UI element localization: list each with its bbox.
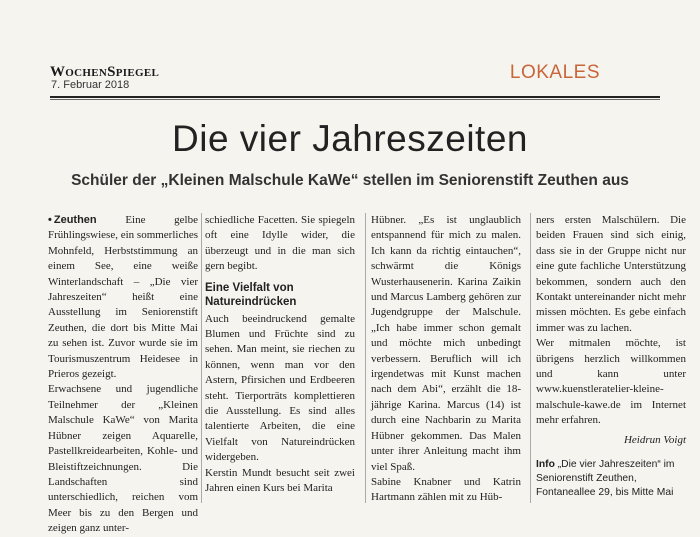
info-box [536,458,686,500]
masthead-rule-thin [50,99,660,100]
column-divider [201,213,202,503]
column-divider [530,213,531,503]
article-subheadline: Schüler der „Kleinen Malschule KaWe“ stellen im Seniorenstift Zeuthen aus [71,172,629,189]
paragraph: Sabine Knabner und Katrin Hartmann zählen mit zu Hüb- [371,475,521,504]
section-label: LOKALES [509,62,600,83]
masthead-rule [50,96,660,98]
article-column-2 [205,213,355,497]
paragraph: Erwachsene und jugendliche Teilnehmer der „Kleinen Malschule KaWe“ von Marita Hübner zeigen Aquarelle, Pastellkreidearbeiten, Kohle- und Bleistiftzeichnungen. Die Landschaften sind unterschiedlich, reichen vom Meer bis zu den Bergen und zeigen ganz unter- [48,383,198,535]
info-label: Info [536,459,555,471]
author-byline: Heidrun Voigt [623,433,686,446]
paragraph-text: Eine gelbe Frühlingswiese, ein sommerliches Mohnfeld, Herbststimmung an einem See, eine weiße Winterlandschaft – „Die vier Jahreszeiten“ heißt eine Ausstellung im Seniorenstift Zeuthen, die dort bis Mitte Mai zu sehen ist. Zuvor wurde sie im Tourismuszentrum Heidesee in Prieros gezeigt. [48,214,199,381]
paragraph [48,213,198,382]
dateline: Zeuthen [53,214,97,226]
publication-name: WochenSpiegel [50,64,160,80]
publication-date: 7. Februar 2018 [51,79,130,91]
article-column-3 [371,213,521,506]
paragraph: Auch beeindruckend gemalte Blumen und Früchte sind zu sehen. Man meint, sie riechen zu können, wenn man vor den Astern, Pfirsichen und Erdbeeren steht. Tierporträts komplettieren die Ausstellung. Es sind alles talentierte Arbeiten, die eine Vielfalt von Natureindrücken widergeben. [205,312,355,464]
bullet-icon: • [48,214,52,226]
paragraph: Wer mitmalen möchte, ist übrigens herzlich willkommen und kann unter www.kuenstleratelier-kleine-malschule-kawe.de im Internet mehr erfahren. [536,337,686,427]
paragraph: ners ersten Malschülern. Die beiden Frauen sind sich einig, dass sie in der Gruppe nicht nur eine gute fachliche Unterstützung bekommen, sondern auch den Kontakt untereinander nicht mehr missen möchten. Es gebe einfach immer was zu lachen. [536,214,686,334]
masthead [50,64,650,98]
article-column-1 [48,213,198,537]
info-text: „Die vier Jahreszeiten“ im Seniorenstift Zeuthen, Fontaneallee 29, bis Mitte Mai [536,459,675,499]
paragraph: schiedliche Facetten. Sie spiegeln oft eine Idylle wider, die überzeugt und in die man sich gern begibt. [205,214,355,273]
column-divider [365,213,366,503]
article-column-4 [536,213,686,500]
intertitle: Eine Vielfalt von Natureindrücken [205,281,297,308]
paragraph: Kerstin Mundt besucht seit zwei Jahren einen Kurs bei Marita [205,466,355,495]
paragraph: Hübner. „Es ist unglaublich entspannend für mich zu malen. Ich kann da richtig eintauchen“, schwärmt die Königs Wusterhausenerin. Karina Zaikin und Marcus Lamberg gehören zur Jugendgruppe der Malschule. „Ich habe immer schon gemalt und möchte mich unbedingt verbessern. Beruflich will ich irgendetwas mit Kunst machen nach dem Abi“, erzählt die 18-jährige Karina. Marcus (14) ist durch eine Nachbarin zu Marita Hübner gekommen. Das Malen unter ihrer Anleitung macht ihm viel Spaß. [371,214,521,473]
article-headline: Die vier Jahreszeiten [172,118,528,159]
